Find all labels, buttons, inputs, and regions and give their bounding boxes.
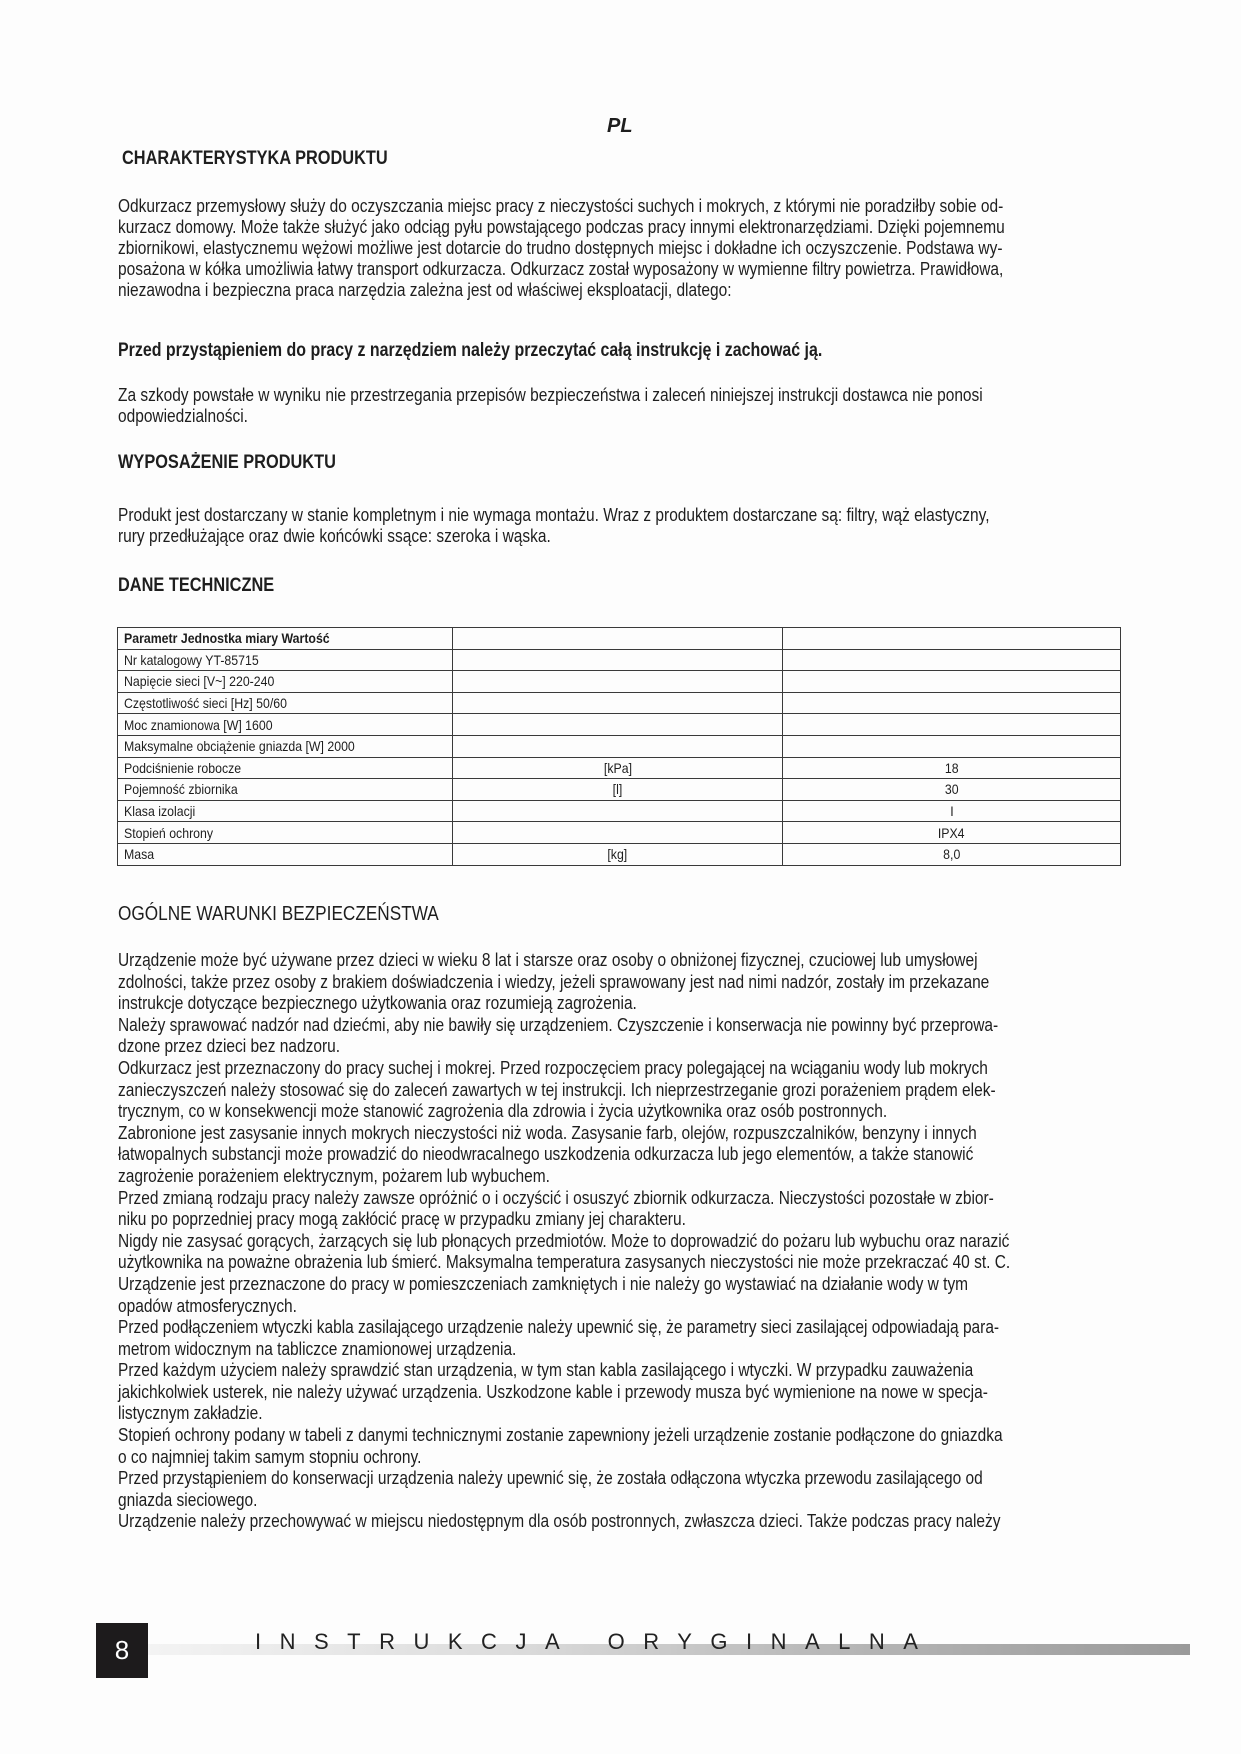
value-cell bbox=[783, 692, 1121, 714]
text-line: zdolności, także przez osoby z brakiem doświadczenia i wiedzy, jeżeli sprawowany jest nad nimi nadzór, zostały im przekazane bbox=[118, 971, 990, 992]
text-line: listycznym zakładzie. bbox=[118, 1403, 263, 1424]
text-line: Przed podłączeniem wtyczki kabla zasilającego urządzenie należy upewnić się, że parametry sieci zasilającej odpowiadają para- bbox=[118, 1317, 1000, 1338]
parameter-cell: Pojemność zbiornika bbox=[118, 779, 453, 801]
characteristics-paragraph bbox=[118, 196, 1122, 301]
text-line: Przed każdym użyciem należy sprawdzić stan urządzenia, w tym stan kabla zasilającego i wtyczki. W przypadku zauważenia bbox=[118, 1360, 974, 1381]
text-line: instrukcje dotyczące bezpiecznego użytkowania oraz rozumieją zagrożenia. bbox=[118, 993, 637, 1014]
value-cell bbox=[783, 714, 1121, 736]
text-line: Odkurzacz jest przeznaczony do pracy suchej i mokrej. Przed rozpoczęciem pracy polegającej na wciąganiu wody lub mokrych bbox=[118, 1057, 988, 1078]
liability-paragraph bbox=[118, 385, 1122, 427]
footer-original-instructions: INSTRUKCJA ORYGINALNA bbox=[255, 1629, 937, 1654]
parameter-cell: Podciśnienie robocze bbox=[118, 757, 453, 779]
value-cell: 30 bbox=[783, 779, 1121, 801]
equipment-paragraph bbox=[118, 505, 1122, 547]
unit-cell bbox=[453, 714, 783, 736]
unit-cell bbox=[453, 800, 783, 822]
table-row bbox=[118, 735, 1121, 757]
section-title-characteristics: CHARAKTERYSTYKA PRODUKTU bbox=[122, 148, 388, 169]
value-cell bbox=[783, 671, 1121, 693]
text-line: dzone przez dzieci bez nadzoru. bbox=[118, 1036, 341, 1057]
technical-data-table bbox=[117, 627, 1121, 866]
text-line: Stopień ochrony podany w tabeli z danymi technicznymi zostanie zapewniony jeżeli urządzenie zostanie podłączone do gniazdka bbox=[118, 1425, 1003, 1446]
text-line: Produkt jest dostarczany w stanie kompletnym i nie wymaga montażu. Wraz z produktem dostarczane są: filtry, wąż elastyczny, bbox=[118, 505, 990, 525]
table-row bbox=[118, 822, 1121, 844]
parameter-cell: Masa bbox=[118, 843, 453, 865]
section-title-technical-data: DANE TECHNICZNE bbox=[118, 575, 275, 596]
unit-cell bbox=[453, 735, 783, 757]
table-row bbox=[118, 714, 1121, 736]
language-code: PL bbox=[607, 115, 633, 137]
parameter-cell: Napięcie sieci [V~] 220-240 bbox=[118, 671, 453, 693]
text-line: rury przedłużające oraz dwie końcówki ssące: szeroka i wąska. bbox=[118, 526, 551, 546]
value-cell: IPX4 bbox=[783, 822, 1121, 844]
text-line: posażona w kółka umożliwia łatwy transport odkurzacza. Odkurzacz został wyposażony w wymienne filtry powietrza. Prawidłowa, bbox=[118, 259, 1004, 279]
text-line: Przed zmianą rodzaju pracy należy zawsze opróżnić o i oczyścić i osuszyć zbiornik odkurzacza. Nieczystości pozostałe w zbior- bbox=[118, 1187, 994, 1208]
safety-paragraph bbox=[118, 950, 1122, 1533]
table-row bbox=[118, 800, 1121, 822]
value-cell: 8,0 bbox=[783, 843, 1121, 865]
table-row bbox=[118, 692, 1121, 714]
text-line: kurzacz domowy. Może także służyć jako odciąg pyłu powstającego podczas pracy innymi elektronarzędziami. Dzięki pojemnemu bbox=[118, 217, 1005, 237]
text-line: gniazda sieciowego. bbox=[118, 1489, 258, 1510]
value-cell: 18 bbox=[783, 757, 1121, 779]
text-line: zbiornikowi, elastycznemu wężowi możliwe jest dotarcie do trudno dostępnych miejsc i dokładne ich oczyszczenie. Podstawa wy- bbox=[118, 238, 1003, 258]
text-line: Urządzenie należy przechowywać w miejscu niedostępnym dla osób postronnych, zwłaszcza dzieci. Także podczas pracy należy bbox=[118, 1511, 1001, 1532]
section-title-equipment: WYPOSAŻENIE PRODUKTU bbox=[118, 452, 336, 473]
text-line: niezawodna i bezpieczna praca narzędzia zależna jest od właściwej eksploatacji, dlatego: bbox=[118, 280, 732, 300]
value-cell bbox=[783, 735, 1121, 757]
text-line: Należy sprawować nadzór nad dziećmi, aby nie bawiły się urządzeniem. Czyszczenie i konserwacja nie powinny być przeprowa- bbox=[118, 1014, 999, 1035]
unit-cell bbox=[453, 692, 783, 714]
text-line: trycznym, co w konsekwencji może stanowić zagrożenia dla zdrowia i życia użytkownika oraz osób postronnych. bbox=[118, 1101, 888, 1122]
value-cell bbox=[783, 649, 1121, 671]
text-line: Przed przystąpieniem do konserwacji urządzenia należy upewnić się, że została odłączona wtyczka przewodu zasilającego od bbox=[118, 1468, 983, 1489]
table-row bbox=[118, 843, 1121, 865]
text-line: Urządzenie może być używane przez dzieci w wieku 8 lat i starsze oraz osoby o obniżonej fizycznej, czuciowej lub umysłowej bbox=[118, 950, 978, 970]
page-number: 8 bbox=[96, 1623, 148, 1678]
table-row bbox=[118, 779, 1121, 801]
unit-cell: [kg] bbox=[453, 843, 783, 865]
parameter-cell: Nr katalogowy YT-85715 bbox=[118, 649, 453, 671]
text-line: Zabronione jest zasysanie innych mokrych nieczystości niż woda. Zasysanie farb, olejów, rozpuszczalników, benzyny i innych bbox=[118, 1122, 977, 1143]
unit-cell bbox=[453, 822, 783, 844]
read-instructions-warning: Przed przystąpieniem do pracy z narzędziem należy przeczytać całą instrukcję i zachować ją. bbox=[118, 340, 823, 361]
unit-cell: [l] bbox=[453, 779, 783, 801]
parameter-cell: Maksymalne obciążenie gniazda [W] 2000 bbox=[118, 735, 453, 757]
unit-cell bbox=[453, 671, 783, 693]
text-line: niku po poprzedniej pracy mogą zakłócić pracę w przypadku zmiany jej charakteru. bbox=[118, 1209, 686, 1230]
parameter-cell: Parametr Jednostka miary Wartość bbox=[118, 628, 453, 650]
table-row bbox=[118, 649, 1121, 671]
table-header-row bbox=[118, 628, 1121, 650]
text-line: metrom widocznym na tabliczce znamionowej urządzenia. bbox=[118, 1338, 517, 1359]
value-cell bbox=[783, 628, 1121, 650]
text-line: Urządzenie jest przeznaczone do pracy w pomieszczeniach zamkniętych i nie należy go wystawiać na działanie wody w tym bbox=[118, 1273, 969, 1294]
table-row bbox=[118, 671, 1121, 693]
unit-cell: [kPa] bbox=[453, 757, 783, 779]
text-line: Za szkody powstałe w wyniku nie przestrzegania przepisów bezpieczeństwa i zaleceń niniejszej instrukcji dostawca nie ponosi bbox=[118, 385, 983, 405]
text-line: opadów atmosferycznych. bbox=[118, 1295, 297, 1316]
parameter-cell: Częstotliwość sieci [Hz] 50/60 bbox=[118, 692, 453, 714]
text-line: Nigdy nie zasysać gorących, żarzących się lub płonących przedmiotów. Może to doprowadzić do pożaru lub wybuchu oraz narazić bbox=[118, 1230, 1010, 1251]
text-line: zanieczyszczeń należy stosować się do zaleceń zawartych w tej instrukcji. Ich nieprzestrzeganie grozi porażeniem prądem elek- bbox=[118, 1079, 996, 1100]
unit-cell bbox=[453, 628, 783, 650]
parameter-cell: Klasa izolacji bbox=[118, 800, 453, 822]
value-cell: I bbox=[783, 800, 1121, 822]
text-line: o co najmniej takim samym stopniu ochrony. bbox=[118, 1446, 422, 1467]
text-line: zagrożenie porażeniem elektrycznym, pożarem lub wybuchem. bbox=[118, 1165, 550, 1186]
text-line: łatwopalnych substancji może prowadzić do nieodwracalnego uszkodzenia odkurzacza lub jego elementów, a także stanowić bbox=[118, 1144, 974, 1165]
text-line: Odkurzacz przemysłowy służy do oczyszczania miejsc pracy z nieczystości suchych i mokrych, z którymi nie poradziłby sobie od- bbox=[118, 196, 1004, 216]
section-title-safety: OGÓLNE WARUNKI BEZPIECZEŃSTWA bbox=[118, 903, 439, 925]
table-row bbox=[118, 757, 1121, 779]
text-line: jakichkolwiek usterek, nie należy używać urządzenia. Uszkodzone kable i przewody musza być wymienione na nowe w specja- bbox=[118, 1381, 988, 1402]
parameter-cell: Stopień ochrony bbox=[118, 822, 453, 844]
text-line: odpowiedzialności. bbox=[118, 406, 248, 426]
unit-cell bbox=[453, 649, 783, 671]
parameter-cell: Moc znamionowa [W] 1600 bbox=[118, 714, 453, 736]
text-line: użytkownika na poważne obrażenia lub śmierć. Maksymalna temperatura zasysanych nieczystości nie może przekraczać 40 st. C. bbox=[118, 1252, 1011, 1273]
